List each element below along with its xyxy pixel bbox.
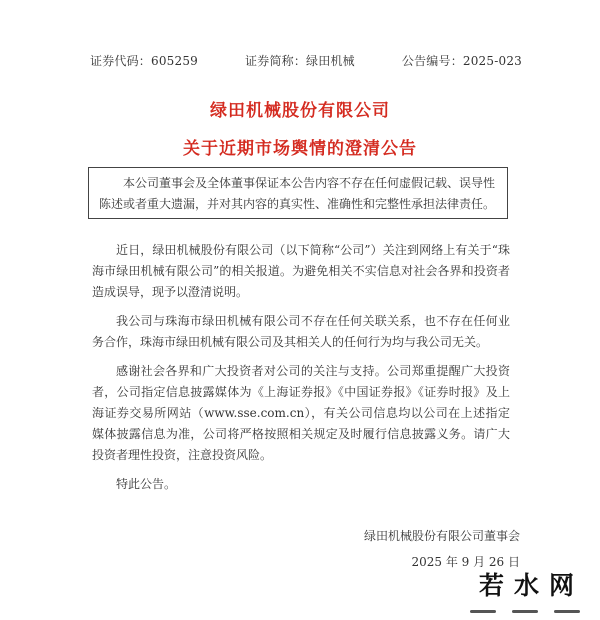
stock-short-name: 证券简称：绿田机械	[245, 54, 355, 68]
announcement-body	[92, 240, 510, 503]
document-header	[90, 52, 522, 69]
watermark-logo: 若水网	[478, 571, 584, 600]
announcement-number: 公告编号：2025-023	[401, 54, 522, 68]
stock-code: 证券代码：605259	[90, 54, 199, 68]
signature-date: 2025 年 9 月 26 日	[411, 555, 520, 569]
company-title: 绿田机械股份有限公司	[210, 101, 390, 121]
paragraph-1: 近日，绿田机械股份有限公司（以下简称“公司”）关注到网络上有关于“珠海市绿田机械有限公司”的相关报道。为避免相关不实信息对社会各界和投资者造成误导，现予以澄清说明。	[92, 243, 510, 299]
board-guarantee-notice	[88, 167, 508, 219]
signature-company: 绿田机械股份有限公司董事会	[363, 529, 520, 543]
notice-text: 本公司董事会及全体董事保证本公告内容不存在任何虚假记载、误导性陈述或者重大遗漏，并对其内容的真实性、准确性和完整性承担法律责任。	[99, 176, 496, 211]
watermark-underline	[470, 610, 580, 616]
announcement-title: 关于近期市场舆情的澄清公告	[183, 139, 417, 159]
paragraph-4: 特此公告。	[116, 477, 177, 491]
paragraph-2: 我公司与珠海市绿田机械有限公司不存在任何关联关系，也不存在任何业务合作，珠海市绿田机械有限公司及其相关人的任何行为均与我公司无关。	[92, 314, 510, 349]
paragraph-3: 感谢社会各界和广大投资者对公司的关注与支持。公司郑重提醒广大投资者，公司指定信息披露媒体为《上海证券报》《中国证券报》《证券时报》及上海证券交易所网站（www.sse.com.cn），有关公司信息均以公司在上述指定媒体披露信息为准，公司将严格按照相关规定及时履行信息披露义务。请广大投资者理性投资，注意投资风险。	[92, 364, 510, 462]
